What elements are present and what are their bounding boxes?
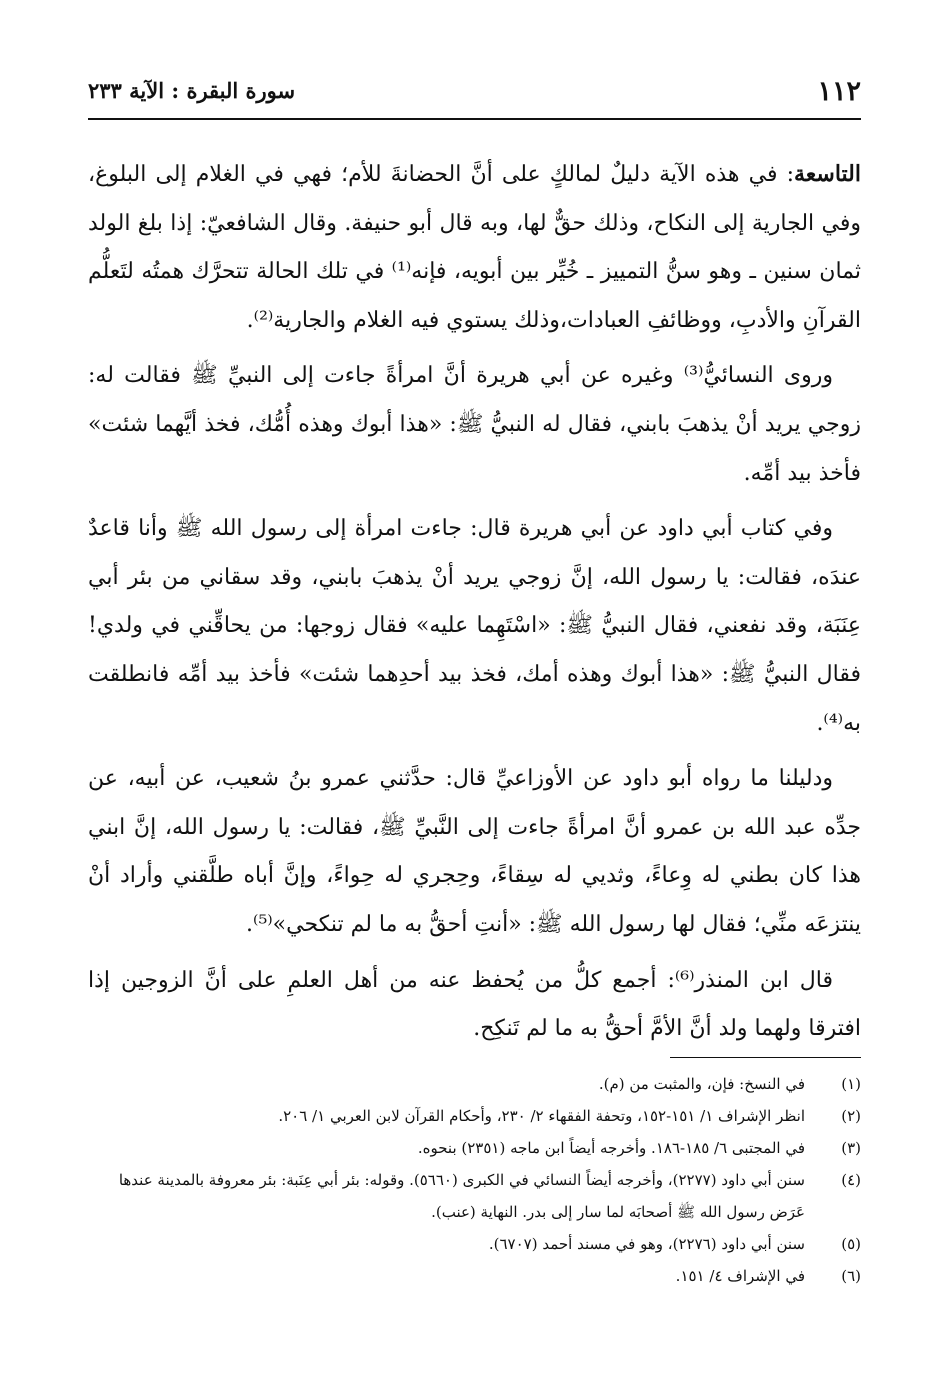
footnote [88,1132,861,1164]
footnote-text: في النسخ: فإن، والمثبت من (م). [598,1075,805,1093]
footnote-number: (٥) [841,1235,861,1253]
paragraph [88,150,861,345]
footnote-text: سنن أبي داود (٢٢٧٦)، وهو في مسند أحمد (٦٧٠٧). [488,1235,805,1253]
header-rule [88,118,861,120]
footnote-text: سنن أبي داود (٢٢٧٧)، وأخرجه أيضاً النسائي في الكبرى (٥٦٦٠). وقوله: بئر أبي عِنَبة: بئر معروفة بالمدينة عندها عَرَض رسول الله ﷺ أصحابَه لما سار إلى بدر. النهاية (عنب). [118,1171,805,1221]
footnote [88,1164,861,1228]
main-text [88,150,861,1061]
footnotes [88,1068,861,1292]
footnote-text: انظر الإشراف ١/ ١٥١-١٥٢، وتحفة الفقهاء ٢/ ٢٣٠، وأحكام القرآن لابن العربي ١/ ٢٠٦. [278,1107,805,1125]
running-title: سورة البقرة : الآية ٢٣٣ [88,78,296,103]
footnote-number: (٤) [841,1171,861,1189]
footnote-separator [670,1057,861,1058]
paragraph-text: وفي كتاب أبي داود عن أبي هريرة قال: جاءت امرأة إلى رسول الله ﷺ وأنا قاعدٌ عندَه، فقالت: يا رسول الله، إنَّ زوجي يريد أنْ يذهبَ بابني، وقد سقاني من بئر أبي عِنَبَة، وقد نفعني، فقال النبيُّ ﷺ: «اسْتَهِما عليه» فقال زوجها: من يحاقِّني في ولدي! فقال النبيُّ ﷺ: «هذا أبوك وهذه أمك، فخذ بيد أحدِهما شئت» فأخذ بيد أمِّه فانطلقت به⁽⁴⁾. [88,516,861,736]
footnote [88,1260,861,1292]
page-number: ١١٢ [817,76,861,107]
footnote-number: (٦) [841,1267,861,1285]
footnote-number: (٣) [841,1139,861,1157]
footnote-text: في الإشراف ٤/ ١٥١. [675,1267,805,1285]
paragraph-text: : في هذه الآية دليلٌ لمالكٍ على أنَّ الحضانةَ للأم؛ فهي في الغلام إلى البلوغ، وفي الجارية إلى النكاح، وذلك حقٌّ لها، وبه قال أبو حنيفة. وقال الشافعيّ: إذا بلغ الولد ثمان سنين ـ وهو سنُّ التمييز ـ خُيِّر بين أبويه، فإنه⁽¹⁾ في تلك الحالة تتحرَّك همتُه لتَعلُّم القرآنِ والأدبِ، ووظائفِ العبادات،وذلك يستوي فيه الغلام والجارية⁽²⁾. [88,162,862,333]
paragraph-text: ودليلنا ما رواه أبو داود عن الأوزاعيِّ قال: حدَّثني عمرو بنُ شعيب، عن أبيه، عن جدِّه عبد الله بن عمرو أنَّ امرأةً جاءت إلى النَّبيِّ ﷺ، فقالت: يا رسول الله، إنَّ ابني هذا كان بطني له وِعاءً، وثديي له سِقاءً، وحِجري له حِواءً، وإنَّ أباه طلَّقني وأراد أنْ ينتزعَه منِّي؛ فقال لها رسول الله ﷺ: «أنتِ أحقُّ به ما لم تنكحي»⁽⁵⁾. [88,766,861,937]
paragraph [88,352,861,498]
page-header [88,70,861,114]
paragraph-lead-word: التاسعة [794,161,861,187]
paragraph [88,505,861,748]
footnote-number: (٢) [841,1107,861,1125]
footnote [88,1100,861,1132]
paragraph-text: وروى النسائيُّ⁽³⁾ وغيره عن أبي هريرة أنَّ امرأةً جاءت إلى النبيِّ ﷺ فقالت له: زوجي يريد أنْ يذهبَ بابني، فقال له النبيُّ ﷺ: «هذا أبوك وهذه أُمُّك، فخذ أيَّهما شئت» فأخذ بيد أمِّه. [88,363,861,486]
footnote-text: في المجتبى ٦/ ١٨٥-١٨٦. وأخرجه أيضاً ابن ماجه (٢٣٥١) بنحوه. [417,1139,805,1157]
footnote [88,1228,861,1260]
footnote [88,1068,861,1100]
footnote-number: (١) [841,1075,861,1093]
paragraph [88,755,861,949]
paragraph-text: قال ابن المنذر⁽⁶⁾: أجمع كلُّ من يُحفظ عنه من أهل العلمِ على أنَّ الزوجين إذا افترقا ولهما ولد أنَّ الأمَّ أحقُّ به ما لم تَنكِح. [88,967,861,1042]
paragraph [88,957,861,1054]
